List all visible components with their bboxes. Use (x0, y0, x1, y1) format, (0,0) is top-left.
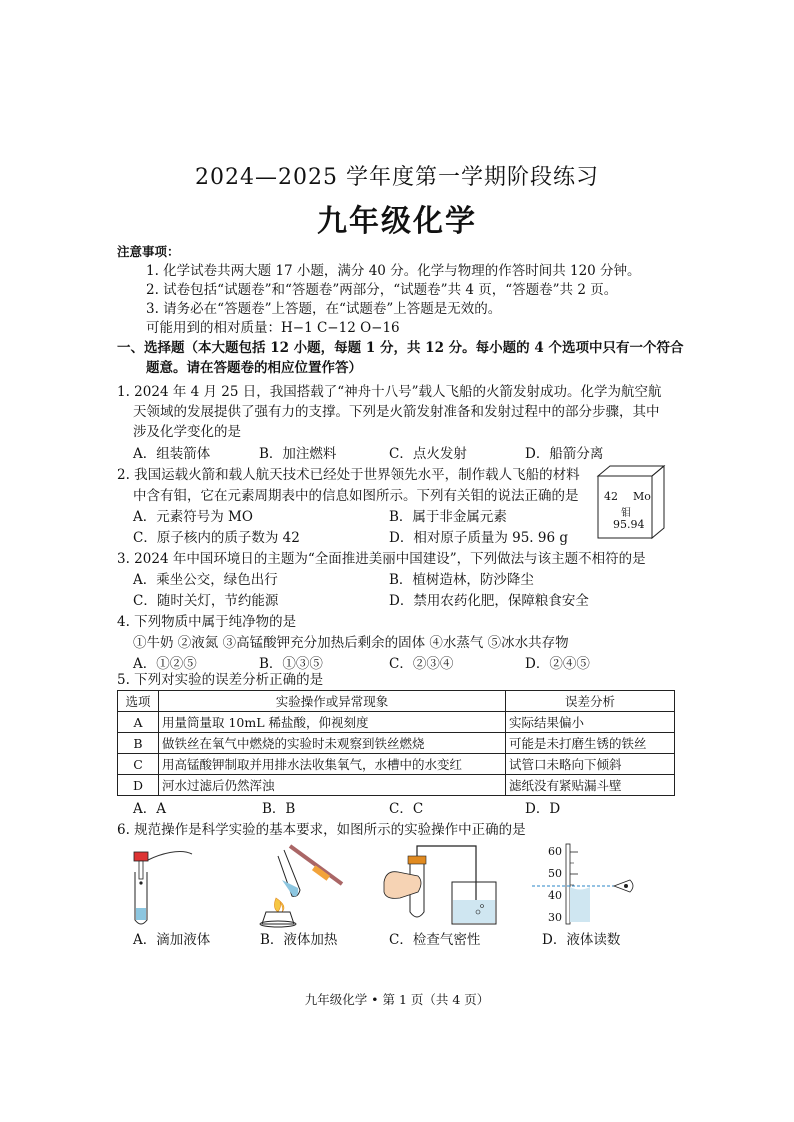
q4-stem: 4. 下列物质中属于纯净物的是 (117, 614, 297, 630)
q1-option-b: B．加注燃料 (259, 446, 337, 462)
q5-stem: 5. 下列对实验的误差分析正确的是 (117, 672, 324, 688)
element-number: 42 (604, 490, 618, 503)
q3-option-a: A．乘坐公交，绿色出行 (133, 572, 278, 588)
q2-stem-2: 中含有钼，它在元素周期表中的信息如图所示。下列有关钼的说法正确的是 (133, 488, 579, 504)
q3-option-b: B．植树造林，防沙降尘 (389, 572, 534, 588)
q4-option-c: C．②③④ (389, 656, 454, 672)
table-header: 实验操作或异常现象 (159, 691, 506, 712)
exam-subtitle: 九年级化学 (317, 204, 477, 239)
q1-option-a: A．组装箭体 (133, 446, 211, 462)
dropper-test-tube-figure (120, 842, 200, 927)
table-row (118, 712, 675, 733)
q5-option-c: C．C (389, 801, 424, 817)
q5-option-b: B．B (262, 801, 296, 817)
table-cell: 试管口未略向下倾斜 (506, 754, 675, 775)
table-cell: 用高锰酸钾制取并用排水法收集氧气，水槽中的水变红 (159, 754, 506, 775)
exam-title: 2024—2025 学年度第一学期阶段练习 (195, 165, 599, 190)
table-cell: 做铁丝在氧气中燃烧的实验时未观察到铁丝燃烧 (159, 733, 506, 754)
q2-option-d: D．相对原子质量为 95. 96 g (389, 530, 568, 546)
q6-caption-b: B．液体加热 (260, 932, 338, 948)
q5-option-d: D．D (525, 801, 561, 817)
notes-item-1: 1. 化学试卷共两大题 17 小题，满分 40 分。化学与物理的作答时间共 120 分钟。 (146, 263, 641, 279)
table-header: 误差分析 (506, 691, 675, 712)
q1-stem-2: 天领域的发展提供了强有力的支撑。下列是火箭发射准备和发射过程中的部分步骤，其中 (133, 404, 660, 420)
cylinder-tick-40: 40 (548, 889, 562, 902)
q1-stem-1: 1. 2024 年 4 月 25 日，我国搭载了“神舟十八号”载人飞船的火箭发射成功。化学为航空航 (117, 384, 662, 400)
notes-heading: 注意事项： (117, 244, 180, 259)
table-cell: 滤纸没有紧贴漏斗壁 (506, 775, 675, 796)
table-cell: 河水过滤后仍然浑浊 (159, 775, 506, 796)
q1-stem-3: 涉及化学变化的是 (133, 424, 241, 440)
graduated-cylinder-figure (528, 842, 648, 927)
table-cell: 用量筒量取 10mL 稀盐酸，仰视刻度 (159, 712, 506, 733)
table-cell: 实际结果偏小 (506, 712, 675, 733)
table-row (118, 775, 675, 796)
q3-option-c: C．随时关灯，节约能源 (133, 593, 279, 609)
table-row (118, 754, 675, 775)
q1-option-c: C．点火发射 (389, 446, 467, 462)
notes-item-4: 可能用到的相对质量：H−1 C−12 O−16 (146, 320, 400, 336)
table-cell: B (118, 733, 159, 754)
q6-caption-a: A．滴加液体 (133, 932, 211, 948)
table-cell: 可能是未打磨生锈的铁丝 (506, 733, 675, 754)
element-mass: 95.94 (613, 518, 645, 531)
cylinder-tick-30: 30 (548, 911, 562, 924)
q4-option-a: A．①②⑤ (133, 656, 197, 672)
table-header-row (118, 691, 675, 712)
q2-option-c: C．原子核内的质子数为 42 (133, 530, 300, 546)
q1-option-d: D．船箭分离 (525, 446, 604, 462)
eye-icon (614, 880, 633, 892)
q3-stem: 3. 2024 年中国环境日的主题为“全面推进美丽中国建设”，下列做法与该主题不相符的是 (117, 551, 646, 567)
table-cell: D (118, 775, 159, 796)
q3-option-d: D．禁用农药化肥，保障粮食安全 (389, 593, 589, 609)
q2-stem-1: 2. 我国运载火箭和载人航天技术已经处于世界领先水平，制作载人飞船的材料 (117, 467, 580, 483)
notes-item-3: 3. 请务必在“答题卷”上答题，在“试题卷”上答题是无效的。 (146, 301, 502, 317)
q4-option-d: D．②④⑤ (525, 656, 590, 672)
section-heading-cont: 题意。请在答题卷的相应位置作答） (146, 360, 362, 376)
notes-item-2: 2. 试卷包括“试题卷”和“答题卷”两部分，“试题卷”共 4 页，“答题卷”共 2 页。 (146, 282, 618, 298)
section-heading: 一、选择题（本大题包括 12 小题，每题 1 分，共 12 分。每小题的 4 个选项中只有一个符合 (117, 340, 684, 356)
page-footer: 九年级化学 • 第 1 页（共 4 页） (304, 992, 490, 1007)
table-cell: A (118, 712, 159, 733)
q5-option-a: A．A (133, 801, 166, 817)
table-row (118, 733, 675, 754)
heating-liquid-figure (242, 840, 352, 928)
q2-option-b: B．属于非金属元素 (389, 509, 507, 525)
q6-stem: 6. 规范操作是科学实验的基本要求，如图所示的实验操作中正确的是 (117, 822, 526, 838)
q6-caption-d: D．液体读数 (542, 932, 621, 948)
q2-option-a: A．元素符号为 MO (133, 509, 253, 525)
table-header: 选项 (118, 691, 159, 712)
element-symbol: Mo (633, 490, 651, 503)
cylinder-tick-60: 60 (548, 845, 562, 858)
q4-items: ①牛奶 ②液氮 ③高锰酸钾充分加热后剩余的固体 ④水蒸气 ⑤冰水共存物 (133, 635, 569, 651)
table-cell: C (118, 754, 159, 775)
q4-option-b: B．①③⑤ (259, 656, 323, 672)
element-name: 钼 (621, 508, 631, 519)
error-analysis-table (117, 690, 675, 796)
airtightness-figure (380, 842, 510, 927)
cylinder-tick-50: 50 (548, 867, 562, 880)
q6-caption-c: C．检查气密性 (389, 932, 481, 948)
